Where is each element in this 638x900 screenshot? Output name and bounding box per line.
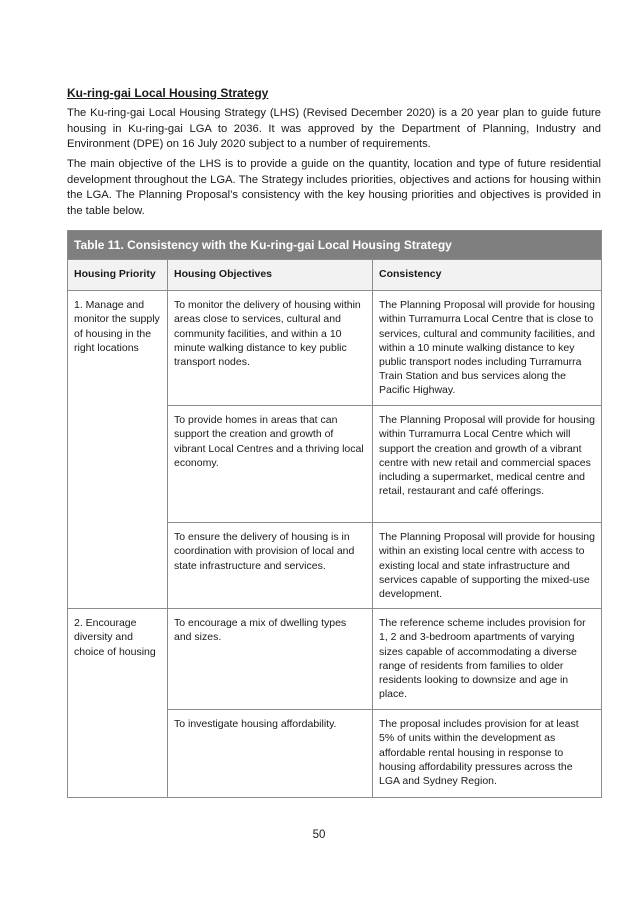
objective-cell: To ensure the delivery of housing is in coordination with provision of local and state infrastructure and services.: [168, 523, 373, 609]
table-header-row: [68, 260, 602, 291]
header-housing-objectives: Housing Objectives: [168, 260, 373, 291]
table-title: Table 11. Consistency with the Ku-ring-gai Local Housing Strategy: [68, 231, 602, 260]
objective-cell: To monitor the delivery of housing within areas close to services, cultural and community facilities, and within a 10 minute walking distance to key public transport nodes.: [168, 291, 373, 406]
consistency-cell: The Planning Proposal will provide for housing within an existing local centre with access to existing local and state infrastructure and services capable of supporting the mixed-use development.: [373, 523, 602, 609]
intro-paragraph: The Ku-ring-gai Local Housing Strategy (LHS) (Revised December 2020) is a 20 year plan to guide future housing in Ku-ring-gai LGA to 2036. It was approved by the Department of Planning, Industry and Environment (DPE) on 16 July 2020 subject to a number of requirements.: [67, 107, 601, 150]
objective-paragraph: The main objective of the LHS is to provide a guide on the quantity, location and type of future residential development throughout the LGA. The Strategy includes priorities, objectives and actions for housing within the LGA. The Planning Proposal’s consistency with the key housing priorities and objectives is provided in the table below.: [67, 158, 601, 217]
page-number: 50: [312, 829, 326, 841]
objective-cell: To provide homes in areas that can support the creation and growth of vibrant Local Centres and a thriving local economy.: [168, 406, 373, 523]
priority-cell: 1. Manage and monitor the supply of housing in the right locations: [68, 291, 168, 609]
table-row: [68, 291, 602, 406]
header-housing-priority: Housing Priority: [68, 260, 168, 291]
table-row: [68, 609, 602, 710]
consistency-cell: The Planning Proposal will provide for housing within Turramurra Local Centre which will support the creation and growth of a vibrant centre with new retail and commercial spaces including a supermarket, medical centre and retail, restaurant and café offerings.: [373, 406, 602, 523]
consistency-table: [67, 230, 602, 798]
consistency-cell: The proposal includes provision for at least 5% of units within the development as affordable rental housing in response to housing affordability pressures across the LGA and Sydney Region.: [373, 710, 602, 798]
priority-cell: 2. Encourage diversity and choice of housing: [68, 609, 168, 798]
header-consistency: Consistency: [373, 260, 602, 291]
consistency-cell: The Planning Proposal will provide for housing within Turramurra Local Centre that is close to services, cultural and community facilities, and within a 10 minute walking distance to key public transport nodes including Turramurra Train Station and bus services along the Pacific Highway.: [373, 291, 602, 406]
objective-cell: To investigate housing affordability.: [168, 710, 373, 798]
table-title-row: [68, 231, 602, 260]
objective-cell: To encourage a mix of dwelling types and sizes.: [168, 609, 373, 710]
section-heading: Ku-ring-gai Local Housing Strategy: [67, 86, 269, 100]
consistency-cell: The reference scheme includes provision for 1, 2 and 3-bedroom apartments of varying sizes capable of accommodating a diverse range of residents from families to older residents looking to downsize and age in place.: [373, 609, 602, 710]
